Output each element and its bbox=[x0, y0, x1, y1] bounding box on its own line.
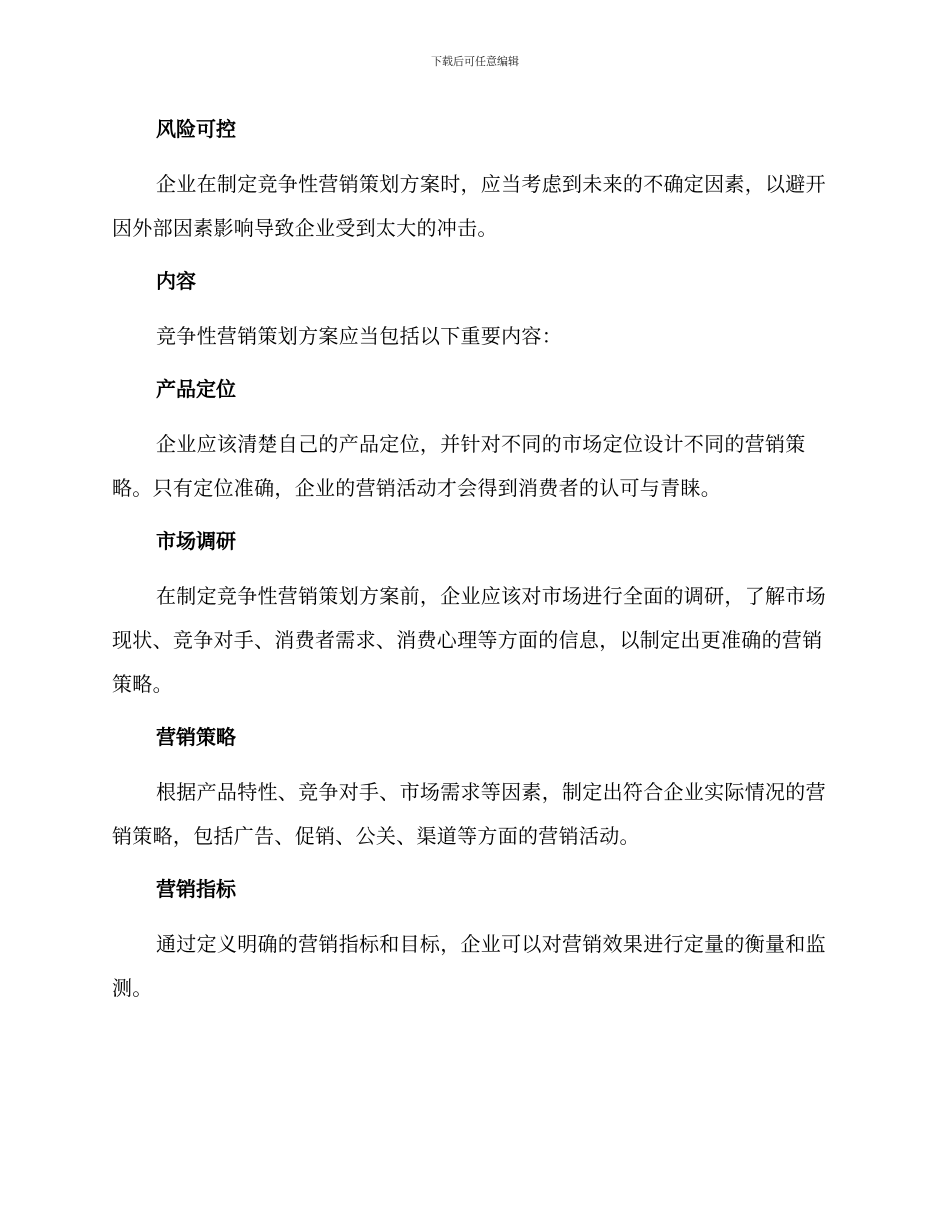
section-heading: 营销策略 bbox=[156, 725, 236, 749]
section-paragraph: 企业在制定竞争性营销策划方案时，应当考虑到未来的不确定因素，以避开因外部因素影响导致企业受到太大的冲击。 bbox=[112, 172, 826, 240]
section-paragraph: 通过定义明确的营销指标和目标，企业可以对营销效果进行定量的衡量和监测。 bbox=[112, 932, 826, 1000]
section-market-research bbox=[112, 524, 832, 720]
page-header: 下载后可任意编辑 bbox=[431, 55, 519, 68]
section-content bbox=[112, 264, 832, 372]
section-paragraph: 根据产品特性、竞争对手、市场需求等因素，制定出符合企业实际情况的营销策略，包括广告、促销、公关、渠道等方面的营销活动。 bbox=[112, 780, 826, 848]
section-heading: 风险可控 bbox=[156, 117, 236, 141]
document-body bbox=[112, 112, 832, 1010]
section-product-positioning bbox=[112, 372, 832, 524]
section-heading: 内容 bbox=[156, 269, 196, 293]
section-risk-control bbox=[112, 112, 832, 264]
section-heading: 市场调研 bbox=[156, 529, 236, 553]
section-heading: 营销指标 bbox=[156, 877, 236, 901]
section-marketing-strategy bbox=[112, 720, 832, 872]
section-heading: 产品定位 bbox=[156, 377, 236, 401]
section-paragraph: 竞争性营销策划方案应当包括以下重要内容： bbox=[156, 324, 562, 348]
section-marketing-metrics bbox=[112, 872, 832, 1010]
section-paragraph: 在制定竞争性营销策划方案前，企业应该对市场进行全面的调研，了解市场现状、竞争对手、消费者需求、消费心理等方面的信息，以制定出更准确的营销策略。 bbox=[112, 584, 826, 696]
section-paragraph: 企业应该清楚自己的产品定位，并针对不同的市场定位设计不同的营销策略。只有定位准确，企业的营销活动才会得到消费者的认可与青睐。 bbox=[112, 432, 806, 500]
